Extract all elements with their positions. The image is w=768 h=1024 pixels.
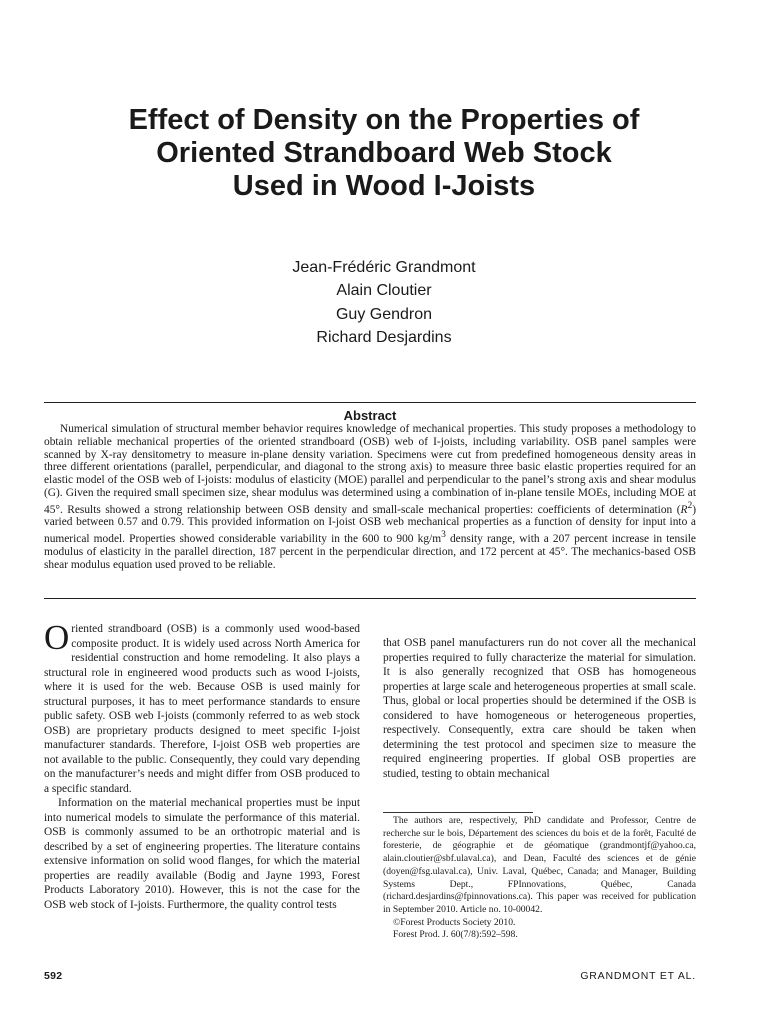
title-line: Effect of Density on the Properties of — [128, 104, 640, 136]
author-footnote — [383, 815, 696, 942]
author-name: Richard Desjardins — [316, 328, 452, 346]
author-name: Alain Cloutier — [336, 282, 432, 300]
abstract-heading: Abstract — [343, 408, 397, 423]
author-name: Guy Gendron — [335, 305, 433, 323]
footnote-affiliations: The authors are, respectively, PhD candidate and Professor, Centre de recherche sur le bois, Département des sciences du bois et de la forêt, Faculté de foresterie, de géographie et de géomatique (grandmontjf@yahoo.ca, alain.cloutier@sbf.ulaval.ca), and Dean, Faculté des sciences et de génie (doyen@fsg.ulaval.ca), Univ. Laval, Québec, Canada; and Manager, Building Systems Dept., FPInnovations, Québec, Canada (richard.desjardins@fpinnovations.ca). This paper was received for publication in September 2010. Article no. 10-00042. — [383, 815, 696, 915]
footnote-copyright: ©Forest Products Society 2010. — [393, 916, 516, 928]
author-list — [184, 256, 584, 349]
abstract-bottom-rule — [44, 598, 696, 599]
paper-title — [60, 104, 708, 203]
author-name: Jean-Frédéric Grandmont — [292, 259, 476, 276]
title-line: Oriented Strandboard Web Stock — [156, 137, 612, 169]
body-column-left — [44, 618, 360, 912]
footnote-citation: Forest Prod. J. 60(7/8):592–598. — [393, 929, 518, 941]
body-paragraph: Information on the material mechanical properties must be input into numerical models to simulate the performance of this material. OSB is commonly assumed to be an orthotropic material and is described by a set of engineering properties. The literature contains extensive information on solid wood flanges, for which the material properties are readily available (Bodig and Jayne 1993, Forest Products Laboratory 2010). However, this is not the case for the OSB web stock of I-joists. Furthermore, the quality control tests — [44, 797, 360, 911]
title-line: Used in Wood I-Joists — [232, 170, 536, 202]
running-head: GRANDMONT ET AL. — [580, 970, 696, 982]
body-paragraph: that OSB panel manufacturers run do not cover all the mechanical properties required to fully characterize the material for simulation. It is also generally recognized that OSB has homogeneous properties at large scale and heterogeneous properties at small scale. Thus, global or local properties should be determined if the OSB is considered to have homogeneous or heterogeneous properties, respectively. Consequently, extra care should be taken when determining the test protocol and specimen size to measure the required engineering properties. If global OSB properties are studied, testing to obtain mechanical — [383, 637, 696, 780]
body-paragraph: Oriented strandboard (OSB) is a commonly used wood-based composite product. It is widely used across North America for residential construction and home remodeling. It also plays a structural role in engineered wood products such as wood I-joists, where it is used for the web. Because OSB is used mainly for structural purposes, it has to meet performance standards to ensure public safety. OSB web I-joists (commonly referred to as web stock OSB) are proprietary products designed to meet specific I-joist manufacturer standards. Therefore, I-joist OSB web properties are not available to the public. Consequently, they could vary depending on the manufacturer’s needs and might differ from OSB produced to a specific standard. — [44, 618, 360, 795]
footnote-rule — [383, 812, 533, 813]
body-column-right — [383, 636, 696, 781]
abstract-top-rule — [44, 402, 696, 403]
abstract-text: Numerical simulation of structural member behavior requires knowledge of mechanical properties. This study proposes a methodology to obtain reliable mechanical properties of the oriented strandboard (OSB) web of I-joists, including variability. OSB panel samples were scanned by X-ray densitometry to measure in-plane density variation. Specimens were cut from predefined homogeneous density areas in three different orientations (parallel, perpendicular, and diagonal to the strong axis) to measure three basic elastic properties required for an elastic model of the OSB web of I-joists: modulus of elasticity (MOE) parallel and perpendicular to the panel’s strong axis and shear modulus (G). Given the required small specimen size, shear modulus was determined using a combination of in-plane tensile MOEs, including MOE at 45°. Results showed a strong relationship between OSB density and small-scale mechanical properties: coefficients of determination $(R^2)$ varied between 0.57 and 0.79. This provided information on I-joist OSB web mechanical properties as a function of density for input into a numerical model. Properties showed considerable variability in the 600 to 900 $kg/m^3$ density range, with a 207 percent increase in tensile modulus of elasticity in the parallel direction, 187 percent in the perpendicular direction, and 172 percent at 45°. The mechanics-based OSB shear modulus equation used proved to be reliable. — [44, 423, 696, 571]
drop-cap: O — [44, 618, 70, 657]
page-number: 592 — [44, 970, 63, 982]
